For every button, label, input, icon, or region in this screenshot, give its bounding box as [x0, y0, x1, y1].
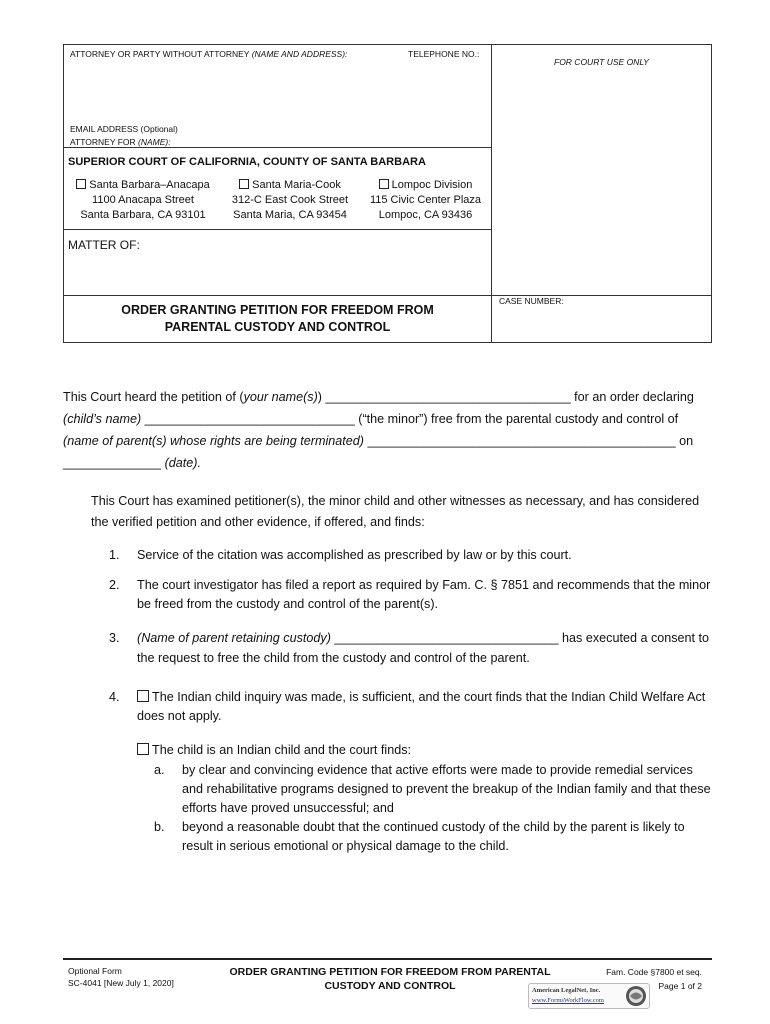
court-use-label: FOR COURT USE ONLY: [554, 57, 649, 67]
court-lompoc: Lompoc Division 115 Civic Center Plaza Lompoc, CA 93436: [369, 179, 482, 221]
item-2-number: 2.: [109, 578, 120, 592]
item-4-number: 4.: [109, 690, 120, 704]
court-lompoc-checkbox[interactable]: [379, 179, 389, 189]
footer-title: ORDER GRANTING PETITION FOR FREEDOM FROM PARENTAL CUSTODY AND CONTROL: [229, 966, 551, 992]
email-label: EMAIL ADDRESS (Optional): [70, 124, 178, 134]
form-id: Optional Form SC-4041 [New July 1, 2020]: [68, 966, 174, 988]
form-title: ORDER GRANTING PETITION FOR FREEDOM FROM PARENTAL CUSTODY AND CONTROL: [121, 303, 434, 334]
item-1-number: 1.: [109, 548, 120, 562]
court-santa-maria-checkbox[interactable]: [239, 179, 249, 189]
court-divider: [63, 147, 492, 148]
legalnet-logo: American LegalNet, Inc. www.FormsWorkFlow.com: [528, 983, 650, 1009]
indian-child-option: The child is an Indian child and the court finds:: [137, 741, 411, 759]
matter-of-label: MATTER OF:: [68, 238, 140, 252]
court-santa-maria: Santa Maria-Cook 312-C East Cook Street Santa Maria, CA 93454: [231, 179, 349, 221]
globe-icon: [625, 985, 647, 1007]
court-santa-barbara-checkbox[interactable]: [76, 179, 86, 189]
attorney-label: ATTORNEY OR PARTY WITHOUT ATTORNEY (NAME AND ADDRESS):: [70, 49, 348, 59]
footer-rule: [63, 958, 712, 960]
item-3-number: 3.: [109, 631, 120, 645]
title-divider: [63, 295, 712, 296]
item-4-text: The Indian child inquiry was made, is sufficient, and the court finds that the Indian Child Welfare Act does not apply.: [137, 690, 706, 723]
item-3-text: (Name of parent retaining custody) ________________________________ has executed a consent to the request to free the child from the custody and control of the parent.: [137, 631, 710, 665]
sub-a-text: by clear and convincing evidence that active efforts were made to provide remedial services and rehabilitative programs designed to prevent the breakup of the Indian family and that these efforts have proved unsuccessful; and: [182, 763, 711, 815]
matter-divider: [63, 229, 492, 230]
attorney-name-address-field[interactable]: [68, 62, 486, 120]
sub-b-label: b.: [154, 820, 165, 834]
indian-child-checkbox[interactable]: [137, 743, 149, 755]
attorney-for-label: ATTORNEY FOR (NAME):: [70, 137, 171, 147]
matter-of-field[interactable]: [68, 256, 486, 292]
court-santa-barbara: Santa Barbara–Anacapa 1100 Anacapa Street Santa Barbara, CA 93101: [70, 178, 216, 223]
item-2-text: The court investigator has filed a report as required by Fam. C. § 7851 and recommends that the minor be freed from the custody and control of the parent(s).: [137, 578, 711, 611]
sub-b-text: beyond a reasonable doubt that the continued custody of the child by the parent is likely to result in serious emotional or physical damage to the child.: [182, 820, 685, 853]
case-number-field[interactable]: [496, 308, 708, 340]
case-number-label: CASE NUMBER:: [499, 296, 564, 306]
item-1-text: Service of the citation was accomplished as prescribed by law or by this court.: [137, 548, 572, 562]
sub-a-label: a.: [154, 763, 165, 777]
icwa-not-apply-checkbox[interactable]: [137, 690, 149, 702]
findings-intro: This Court has examined petitioner(s), the minor child and other witnesses as necessary, and has considered the verified petition and other evidence, if offered, and finds:: [91, 494, 700, 529]
caption-divider: [491, 44, 492, 343]
court-name: SUPERIOR COURT OF CALIFORNIA, COUNTY OF SANTA BARBARA: [68, 156, 426, 168]
telephone-label: TELEPHONE NO.:: [408, 49, 480, 59]
page-number: Page 1 of 2: [658, 981, 702, 991]
intro-paragraph: This Court heard the petition of (your name(s)) ___________________________________ for an order declaring (child’s name) ______________________________ (“the minor”) free from the parental custody and control of (name of parent(s) whose rights are being terminated) ____________________________________________ on ______________ (date).: [63, 390, 694, 470]
fam-code: Fam. Code §7800 et seq.: [606, 967, 702, 977]
